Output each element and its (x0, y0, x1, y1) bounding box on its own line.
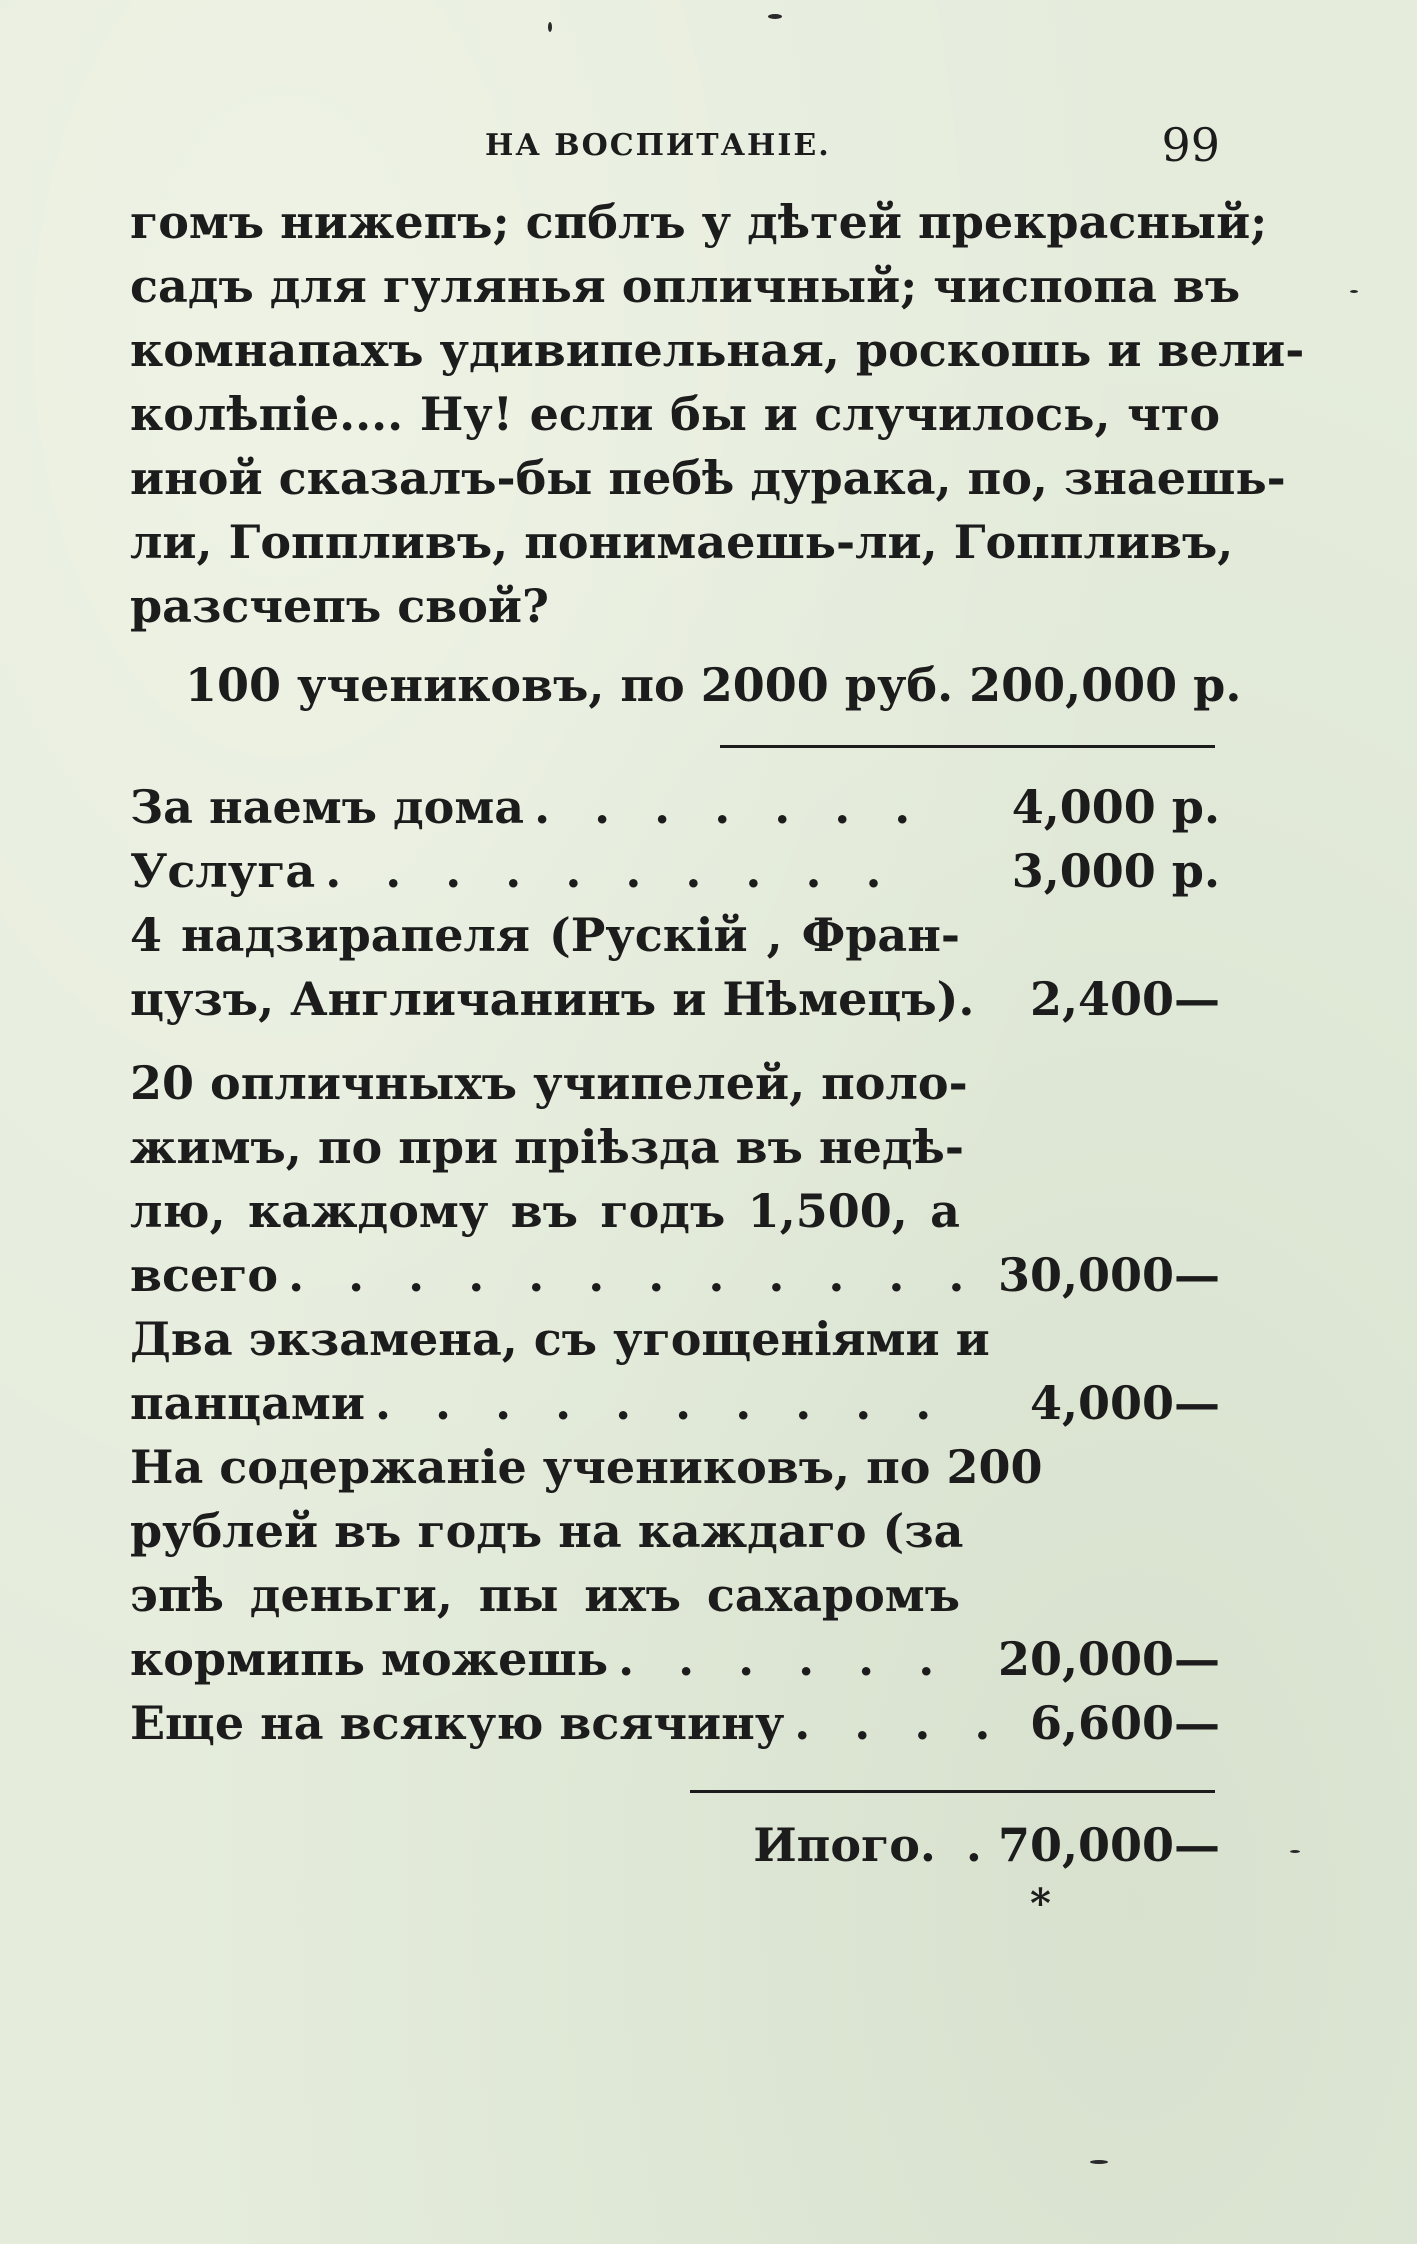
print-speck (1350, 290, 1358, 293)
expense-label-line: цузъ, Англичанинъ и Нѣмецъ). (130, 972, 975, 1026)
page-number: 99 (1161, 118, 1220, 172)
print-speck (768, 14, 782, 19)
prose-line: гомъ нижепъ; спблъ у дѣтей прекрасный; (130, 195, 1268, 249)
expense-item (130, 839, 1220, 903)
expense-item (130, 903, 1220, 1031)
expense-label (130, 839, 960, 903)
expense-amount: 4,000— (1029, 1376, 1220, 1430)
expense-label-line: За наемъ дома (130, 780, 525, 834)
prose-line: иной сказалъ-бы пебѣ дурака, по, знаешь- (130, 451, 1286, 505)
total-label: Ипого. (753, 1818, 936, 1872)
expense-label-line: кормипь можешь (130, 1632, 609, 1686)
dot-leader: . . . . (794, 1696, 1005, 1750)
expense-amount: 6,600— (1029, 1696, 1220, 1750)
expense-item (130, 1051, 1220, 1307)
expense-label (130, 1435, 1043, 1691)
expense-label-line: эпѣ деньги, пы ихъ сахаромъ (130, 1568, 960, 1622)
expense-label-line: лю, каждому въ годъ 1,500, а (130, 1184, 960, 1238)
footnote-asterisk: * (1030, 1880, 1051, 1927)
prose-line: комнапахъ удивипельная, роскошь и вели- (130, 323, 1305, 377)
prose-paragraph (130, 190, 1305, 638)
running-head (130, 118, 1220, 178)
expense-label-line: панцами (130, 1376, 366, 1430)
dot-leader: . . . . . . (618, 1632, 949, 1686)
bottom-rule (690, 1790, 1215, 1793)
expense-item (130, 1307, 1220, 1435)
total-line (700, 1818, 1220, 1872)
total-amount: . 70,000— (965, 1818, 1220, 1872)
dot-leader: . . . . . . . . . . . . (288, 1248, 979, 1302)
income-line: 100 учениковъ, по 2000 руб. 200,000 р. (185, 658, 1242, 712)
expense-label-line: рублей въ годъ на каждаго (за (130, 1504, 964, 1558)
print-speck (1290, 1850, 1300, 1853)
prose-line: разсчепъ свой? (130, 579, 549, 633)
expense-label-line: 4 надзирапеля (Рускій , Фран- (130, 908, 960, 962)
expense-label-line: жимъ, по при пріѣзда въ недѣ- (130, 1120, 964, 1174)
expense-item (130, 1691, 1220, 1755)
dot-leader: . . . . . . . . . . (325, 844, 896, 898)
expense-label (130, 1691, 1005, 1755)
expense-amount: 30,000— (997, 1248, 1220, 1302)
print-speck (548, 22, 552, 32)
expense-amount: 20,000— (997, 1632, 1220, 1686)
expense-amount: 4,000 р. (1011, 780, 1220, 834)
expense-label-line: Услуга (130, 844, 316, 898)
expense-amount: 2,400— (1029, 972, 1220, 1026)
expense-label (130, 903, 975, 1031)
print-speck (1090, 2160, 1108, 2164)
prose-line: колѣпіе.... Ну! если бы и случилось, что (130, 387, 1220, 441)
expense-amount: 3,000 р. (1011, 844, 1220, 898)
expense-label-line: Еще на всякую всячину (130, 1696, 785, 1750)
dot-leader: . . . . . . . (534, 780, 925, 834)
expense-label (130, 775, 960, 839)
expense-label-line: 20 опличныхъ учипелей, поло- (130, 1056, 968, 1110)
expense-item (130, 775, 1220, 839)
expense-label-line: Два экзамена, съ угощеніями и (130, 1312, 990, 1366)
dot-leader: . . . . . . . . . . (375, 1376, 946, 1430)
expense-label (130, 1051, 979, 1307)
expense-label (130, 1307, 990, 1435)
prose-line: ли, Гоппливъ, понимаешь-ли, Гоппливъ, (130, 515, 1234, 569)
prose-line: садъ для гулянья опличный; чиспопа въ (130, 259, 1241, 313)
expense-label-line: На содержаніе учениковъ, по 200 (130, 1440, 1043, 1494)
top-rule (720, 745, 1215, 748)
expense-item (130, 1435, 1220, 1691)
expense-list (130, 775, 1220, 1755)
expense-label-line: всего (130, 1248, 279, 1302)
running-head-title: НА ВОСПИТАНІЕ. (485, 128, 831, 163)
